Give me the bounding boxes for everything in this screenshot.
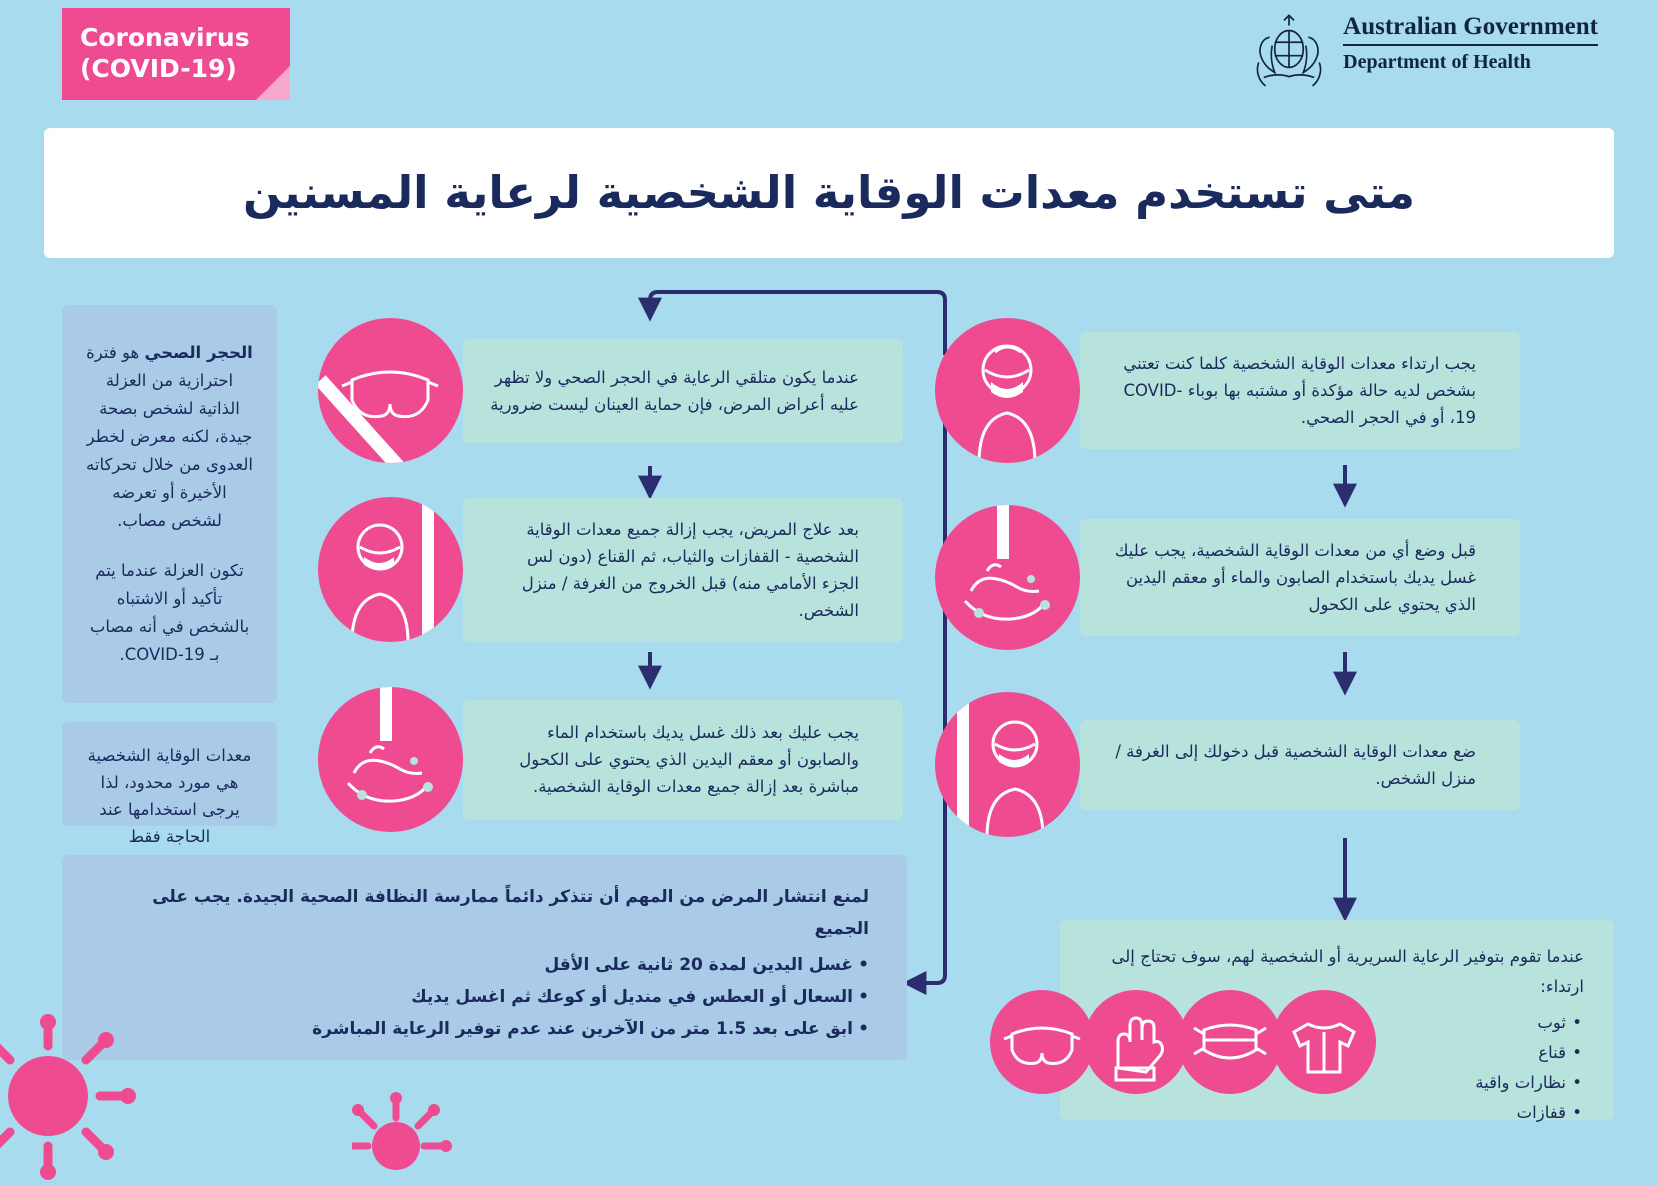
person-with-mask-icon — [935, 318, 1080, 463]
commonwealth-coat-of-arms-icon — [1247, 12, 1331, 96]
ppe-limited-text: معدات الوقاية الشخصية هي مورد محدود، لذا يرجى استخدامها عند الحاجة فقط — [87, 746, 252, 846]
isolation-text: تكون العزلة عندما يتم تأكيد أو الاشتباه بالشخص في أنه مصاب بـ COVID-19. — [89, 561, 250, 664]
flow-left-step-3-text: يجب عليك بعد ذلك غسل يديك باستخدام الماء والصابون أو معقم اليدين الذي يحتوي على الكحول مباشرة بعد إزالة جميع معدات الوقاية الشخصية. — [463, 700, 903, 820]
covid-19-badge — [62, 8, 290, 100]
flow-left-step-3 — [318, 687, 885, 832]
virus-decoration-icon — [352, 1086, 452, 1186]
hygiene-lead-text: لمنع انتشار المرض من المهم أن تتذكر دائماً ممارسة النظافة الصحية الجيدة. يجب على الجميع — [152, 887, 869, 939]
ppe-required-item: • قناع — [1090, 1038, 1584, 1068]
quarantine-bold-label: الحجر الصحي — [144, 343, 253, 362]
hand-washing-icon — [318, 687, 463, 832]
hygiene-info-box — [62, 855, 907, 1060]
flow-right-step-1-text: يجب ارتداء معدات الوقاية الشخصية كلما كنت تعتني بشخص لديه حالة مؤكدة أو مشتبه بها بوباء COVID-19، أو في الحجر الصحي. — [1080, 332, 1520, 449]
ppe-required-item: • قفازات — [1090, 1098, 1584, 1128]
gov-line1: Australian Government — [1343, 13, 1598, 40]
flow-right-step-2 — [935, 505, 1502, 650]
ppe-required-intro: عندما تقوم بتوفير الرعاية السريرية أو الشخصية لهم، سوف تحتاج إلى ارتداء: — [1111, 947, 1584, 996]
virus-decoration-icon — [0, 1010, 160, 1180]
gloves-icon — [1084, 990, 1188, 1094]
flow-left-step-2 — [318, 497, 885, 642]
no-goggles-icon — [318, 318, 463, 463]
covid-badge-line2: (COVID-19) — [80, 54, 237, 83]
flow-right-step-1 — [935, 318, 1502, 463]
hand-washing-icon — [935, 505, 1080, 650]
gov-line2: Department of Health — [1343, 51, 1531, 73]
flow-right-step-2-text: قبل وضع أي من معدات الوقاية الشخصية، يجب عليك غسل يديك باستخدام الصابون والماء أو معقم اليدين الذي يحتوي على الكحول — [1080, 519, 1520, 636]
flow-right-step-3 — [935, 692, 1502, 837]
page-title-card — [44, 128, 1614, 258]
covid-badge-line1: Coronavirus — [80, 23, 250, 52]
ppe-limited-supply-box — [62, 722, 277, 846]
ppe-required-item: • نظارات واقية — [1090, 1068, 1584, 1098]
hygiene-list-item: • غسل اليدين لمدة 20 ثانية على الأقل — [100, 949, 869, 981]
quarantine-info-box — [62, 305, 277, 703]
flow-left-step-2-text: بعد علاج المريض، يجب إزالة جميع معدات الوقاية الشخصية - القفازات والثياب، ثم القناع (دون لس الجزء الأمامي منه) قبل الخروج من الغرفة / منزل الشخص. — [463, 498, 903, 642]
person-doorway-icon — [935, 692, 1080, 837]
flow-right-step-3-text: ضع معدات الوقاية الشخصية قبل دخولك إلى الغرفة / منزل الشخص. — [1080, 720, 1520, 810]
flow-left-step-1 — [318, 318, 885, 463]
quarantine-paragraph — [86, 339, 253, 535]
mask-icon — [1178, 990, 1282, 1094]
gov-divider — [1343, 44, 1598, 46]
ppe-icon-row — [1000, 990, 1376, 1094]
goggles-icon — [990, 990, 1094, 1094]
ppe-required-item: • ثوب — [1090, 1008, 1584, 1038]
page-title: متى تستخدم معدات الوقاية الشخصية لرعاية المسنين — [243, 166, 1415, 219]
hygiene-list-item: • السعال أو العطس في منديل أو كوعك ثم اغسل يديك — [100, 981, 869, 1013]
quarantine-text: هو فترة احترازية من العزلة الذاتية لشخص بصحة جيدة، لكنه معرض لخطر العدوى من خلال تحركاته الأخيرة أو تعرضه لشخص مصاب. — [86, 343, 253, 530]
person-removing-ppe-icon — [318, 497, 463, 642]
flow-left-step-1-text: عندما يكون متلقي الرعاية في الحجر الصحي ولا تظهر عليه أعراض المرض، فإن حماية العينان ليست ضرورية — [463, 339, 903, 443]
hygiene-list — [100, 949, 869, 1045]
gown-icon — [1272, 990, 1376, 1094]
australian-government-logo — [1247, 12, 1598, 96]
hygiene-list-item: • ابق على بعد 1.5 متر من الآخرين عند عدم توفير الرعاية المباشرة — [100, 1013, 869, 1045]
